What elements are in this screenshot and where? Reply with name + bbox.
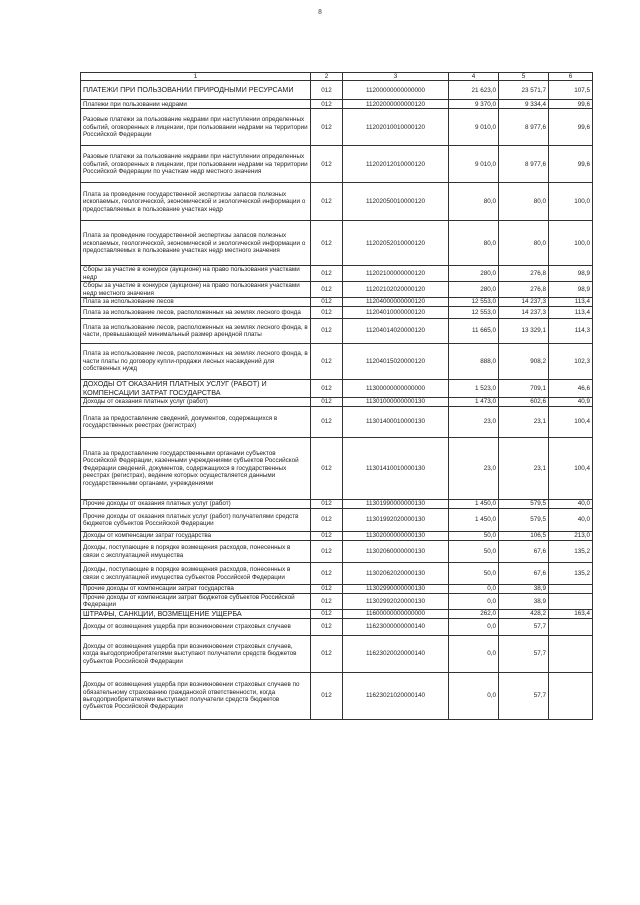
table-row (81, 307, 593, 319)
row-name: Доходы, поступающие в порядке возмещения расходов, понесенных в связи с эксплуатацией имущества субъектов Российской Федерации (81, 563, 311, 585)
row-percent-value (549, 585, 593, 594)
row-admin-code: 012 (311, 609, 343, 618)
row-plan-value: 1 473,0 (449, 398, 499, 407)
row-name: Плата за использование лесов (81, 298, 311, 307)
row-fact-value: 38,9 (499, 594, 549, 610)
row-admin-code: 012 (311, 298, 343, 307)
row-admin-code: 012 (311, 109, 343, 146)
row-fact-value: 908,2 (499, 344, 549, 380)
row-name: Прочие доходы от оказания платных услуг (работ) (81, 500, 311, 509)
row-plan-value: 280,0 (449, 266, 499, 282)
row-plan-value: 12 553,0 (449, 298, 499, 307)
row-percent-value: 99,6 (549, 146, 593, 183)
row-admin-code: 012 (311, 619, 343, 636)
row-name: Сборы за участие в конкурсе (аукционе) на право пользования участками недр (81, 266, 311, 282)
row-admin-code: 012 (311, 380, 343, 398)
row-plan-value: 0,0 (449, 619, 499, 636)
row-admin-code: 012 (311, 407, 343, 438)
row-budget-code: 11623021020000140 (343, 673, 449, 720)
row-plan-value: 0,0 (449, 636, 499, 673)
table-row (81, 282, 593, 298)
row-fact-value: 80,0 (499, 221, 549, 266)
row-fact-value: 8 977,6 (499, 109, 549, 146)
row-percent-value: 114,3 (549, 319, 593, 344)
budget-table (80, 72, 593, 720)
row-fact-value: 23,1 (499, 438, 549, 500)
row-plan-value: 21 623,0 (449, 81, 499, 100)
row-name: Доходы, поступающие в порядке возмещения расходов, понесенных в связи с эксплуатацией имущества (81, 541, 311, 563)
row-name: Разовые платежи за пользование недрами при наступлении определенных событий, оговоренных в лицензии, при пользовании недрами на территории Российской Федерации (81, 109, 311, 146)
row-plan-value: 1 450,0 (449, 500, 499, 509)
row-name: ДОХОДЫ ОТ ОКАЗАНИЯ ПЛАТНЫХ УСЛУГ (РАБОТ) И КОМПЕНСАЦИИ ЗАТРАТ ГОСУДАРСТВА (81, 380, 311, 398)
row-name: Плата за предоставление сведений, документов, содержащихся в государственных реестрах (регистрах) (81, 407, 311, 438)
row-fact-value: 57,7 (499, 673, 549, 720)
row-admin-code: 012 (311, 183, 343, 221)
header-row (81, 73, 593, 81)
row-fact-value: 428,2 (499, 609, 549, 618)
row-percent-value (549, 673, 593, 720)
row-plan-value: 50,0 (449, 541, 499, 563)
row-name: ШТРАФЫ, САНКЦИИ, ВОЗМЕЩЕНИЕ УЩЕРБА (81, 609, 311, 618)
row-percent-value: 100,4 (549, 438, 593, 500)
row-plan-value: 23,0 (449, 438, 499, 500)
table-row (81, 673, 593, 720)
row-percent-value: 99,6 (549, 109, 593, 146)
row-fact-value: 14 237,3 (499, 307, 549, 319)
row-percent-value: 100,0 (549, 221, 593, 266)
row-name: Прочие доходы от оказания платных услуг (работ) получателями средств бюджетов субъектов Российской Федерации (81, 509, 311, 532)
row-budget-code: 11204015020000120 (343, 344, 449, 380)
row-fact-value: 276,8 (499, 266, 549, 282)
row-admin-code: 012 (311, 594, 343, 610)
table-row (81, 541, 593, 563)
table-row (81, 407, 593, 438)
row-budget-code: 11302000000000130 (343, 532, 449, 541)
row-admin-code: 012 (311, 500, 343, 509)
row-fact-value: 23,1 (499, 407, 549, 438)
row-admin-code: 012 (311, 100, 343, 109)
row-budget-code: 11202102020000120 (343, 282, 449, 298)
row-percent-value: 102,3 (549, 344, 593, 380)
row-budget-code: 11301400010000130 (343, 407, 449, 438)
row-name: Плата за использование лесов, расположенных на землях лесного фонда, в части платы по договору купли-продажи лесных насаждений для собственных нужд (81, 344, 311, 380)
row-percent-value (549, 636, 593, 673)
row-budget-code: 11623020020000140 (343, 636, 449, 673)
row-fact-value: 57,7 (499, 619, 549, 636)
row-plan-value: 9 010,0 (449, 109, 499, 146)
row-admin-code: 012 (311, 398, 343, 407)
row-fact-value: 276,8 (499, 282, 549, 298)
row-name: Доходы от компенсации затрат государства (81, 532, 311, 541)
row-budget-code: 11600000000000000 (343, 609, 449, 618)
row-plan-value: 9 370,0 (449, 100, 499, 109)
row-percent-value: 113,4 (549, 298, 593, 307)
row-name: Доходы от возмещения ущерба при возникновении страховых случаев по обязательному страхованию гражданской ответственности, когда выгодоприобретателями выступают получатели средств бюджетов субъектов Российской Федерации (81, 673, 311, 720)
row-name: Плата за проведение государственной экспертизы запасов полезных ископаемых, геологической, экономической и экологической информации о предоставляемых в пользование участках недр (81, 183, 311, 221)
row-name: Разовые платежи за пользование недрами при наступлении определенных событий, оговоренных в лицензии, при пользовании недрами на территории Российской Федерации по участкам недр местного значения (81, 146, 311, 183)
row-admin-code: 012 (311, 541, 343, 563)
row-admin-code: 012 (311, 585, 343, 594)
row-plan-value: 9 010,0 (449, 146, 499, 183)
row-percent-value: 100,4 (549, 407, 593, 438)
table-row (81, 298, 593, 307)
row-plan-value: 0,0 (449, 673, 499, 720)
row-plan-value: 50,0 (449, 563, 499, 585)
row-fact-value: 67,6 (499, 563, 549, 585)
row-plan-value: 80,0 (449, 183, 499, 221)
row-budget-code: 11300000000000000 (343, 380, 449, 398)
table-row (81, 109, 593, 146)
row-percent-value: 40,0 (549, 500, 593, 509)
row-budget-code: 11302990000000130 (343, 585, 449, 594)
row-plan-value: 11 665,0 (449, 319, 499, 344)
table-row (81, 563, 593, 585)
row-percent-value: 40,9 (549, 398, 593, 407)
column-number-6: 6 (549, 73, 593, 81)
row-name: Плата за использование лесов, расположенных на землях лесного фонда, в части, превышающей минимальный размер арендной платы (81, 319, 311, 344)
table-row (81, 438, 593, 500)
row-admin-code: 012 (311, 563, 343, 585)
row-admin-code: 012 (311, 282, 343, 298)
table-row (81, 609, 593, 618)
table-row (81, 81, 593, 100)
row-percent-value: 135,2 (549, 563, 593, 585)
column-number-5: 5 (499, 73, 549, 81)
row-name: Плата за предоставление государственными органами субъектов Российской Федерации, казенными учреждениями субъектов Российской Федерации сведений, документов, содержащихся в государственных реестрах (регистрах), ведение которых осуществляется данными государственными органами, учреждениями (81, 438, 311, 500)
row-name: Прочие доходы от компенсации затрат государства (81, 585, 311, 594)
row-fact-value: 14 237,3 (499, 298, 549, 307)
column-number-1: 1 (81, 73, 311, 81)
table-row (81, 183, 593, 221)
row-budget-code: 11302062020000130 (343, 563, 449, 585)
row-budget-code: 11204000000000120 (343, 298, 449, 307)
row-fact-value: 38,9 (499, 585, 549, 594)
row-fact-value: 23 571,7 (499, 81, 549, 100)
row-budget-code: 11302060000000130 (343, 541, 449, 563)
row-admin-code: 012 (311, 319, 343, 344)
row-plan-value: 23,0 (449, 407, 499, 438)
column-number-2: 2 (311, 73, 343, 81)
row-name: Плата за использование лесов, расположенных на землях лесного фонда (81, 307, 311, 319)
row-admin-code: 012 (311, 673, 343, 720)
row-budget-code: 11202012010000120 (343, 146, 449, 183)
row-admin-code: 012 (311, 438, 343, 500)
row-percent-value: 107,5 (549, 81, 593, 100)
row-name: Плата за проведение государственной экспертизы запасов полезных ископаемых, геологической, экономической и экологической информации о предоставляемых в пользование участках недр местного значения (81, 221, 311, 266)
table-row (81, 100, 593, 109)
row-budget-code: 11301000000000130 (343, 398, 449, 407)
table-row (81, 532, 593, 541)
row-fact-value: 709,1 (499, 380, 549, 398)
row-percent-value (549, 619, 593, 636)
row-percent-value: 98,9 (549, 266, 593, 282)
row-percent-value: 40,0 (549, 509, 593, 532)
row-budget-code: 11202052010000120 (343, 221, 449, 266)
row-name: Платежи при пользовании недрами (81, 100, 311, 109)
row-name: Доходы от возмещения ущерба при возникновении страховых случаев (81, 619, 311, 636)
table-row (81, 344, 593, 380)
row-plan-value: 50,0 (449, 532, 499, 541)
row-budget-code: 11301992020000130 (343, 509, 449, 532)
row-plan-value: 262,0 (449, 609, 499, 618)
row-budget-code: 11302992020000130 (343, 594, 449, 610)
row-plan-value: 80,0 (449, 221, 499, 266)
table-row (81, 619, 593, 636)
table-row (81, 146, 593, 183)
row-budget-code: 11301410010000130 (343, 438, 449, 500)
row-budget-code: 11202050010000120 (343, 183, 449, 221)
row-fact-value: 67,6 (499, 541, 549, 563)
row-fact-value: 8 977,6 (499, 146, 549, 183)
table-row (81, 319, 593, 344)
row-fact-value: 602,6 (499, 398, 549, 407)
row-admin-code: 012 (311, 344, 343, 380)
row-percent-value (549, 594, 593, 610)
row-percent-value: 135,2 (549, 541, 593, 563)
row-percent-value: 99,6 (549, 100, 593, 109)
row-admin-code: 012 (311, 307, 343, 319)
table-row (81, 398, 593, 407)
row-percent-value: 213,0 (549, 532, 593, 541)
row-fact-value: 106,5 (499, 532, 549, 541)
row-admin-code: 012 (311, 636, 343, 673)
table-row (81, 636, 593, 673)
row-budget-code: 11202100000000120 (343, 266, 449, 282)
row-name: ПЛАТЕЖИ ПРИ ПОЛЬЗОВАНИИ ПРИРОДНЫМИ РЕСУРСАМИ (81, 81, 311, 100)
page-number: 8 (318, 8, 322, 16)
row-name: Сборы за участие в конкурсе (аукционе) на право пользования участками недр местного значения (81, 282, 311, 298)
row-admin-code: 012 (311, 81, 343, 100)
row-budget-code: 11202000000000120 (343, 100, 449, 109)
row-name: Доходы от оказания платных услуг (работ) (81, 398, 311, 407)
row-plan-value: 888,0 (449, 344, 499, 380)
row-budget-code: 11200000000000000 (343, 81, 449, 100)
row-budget-code: 11204014020000120 (343, 319, 449, 344)
row-plan-value: 0,0 (449, 585, 499, 594)
row-budget-code: 11202010010000120 (343, 109, 449, 146)
row-name: Прочие доходы от компенсации затрат бюджетов субъектов Российской Федерации (81, 594, 311, 610)
table-row (81, 509, 593, 532)
column-number-3: 3 (343, 73, 449, 81)
row-fact-value: 57,7 (499, 636, 549, 673)
row-budget-code: 11301990000000130 (343, 500, 449, 509)
row-admin-code: 012 (311, 146, 343, 183)
row-fact-value: 80,0 (499, 183, 549, 221)
table-row (81, 221, 593, 266)
row-percent-value: 163,4 (549, 609, 593, 618)
row-plan-value: 280,0 (449, 282, 499, 298)
row-fact-value: 13 329,1 (499, 319, 549, 344)
row-plan-value: 1 450,0 (449, 509, 499, 532)
row-plan-value: 0,0 (449, 594, 499, 610)
table-row (81, 380, 593, 398)
row-percent-value: 113,4 (549, 307, 593, 319)
row-admin-code: 012 (311, 509, 343, 532)
row-plan-value: 12 553,0 (449, 307, 499, 319)
table-row (81, 585, 593, 594)
table-row (81, 500, 593, 509)
table-row (81, 594, 593, 610)
row-percent-value: 100,0 (549, 183, 593, 221)
row-admin-code: 012 (311, 221, 343, 266)
row-budget-code: 11204010000000120 (343, 307, 449, 319)
row-percent-value: 46,6 (549, 380, 593, 398)
row-budget-code: 11623000000000140 (343, 619, 449, 636)
row-plan-value: 1 523,0 (449, 380, 499, 398)
row-name: Доходы от возмещения ущерба при возникновении страховых случаев, когда выгодоприобретателями выступают получатели средств бюджетов субъектов Российской Федерации (81, 636, 311, 673)
table-row (81, 266, 593, 282)
row-percent-value: 98,9 (549, 282, 593, 298)
row-fact-value: 579,5 (499, 509, 549, 532)
column-number-4: 4 (449, 73, 499, 81)
row-admin-code: 012 (311, 266, 343, 282)
row-fact-value: 9 334,4 (499, 100, 549, 109)
row-admin-code: 012 (311, 532, 343, 541)
row-fact-value: 579,5 (499, 500, 549, 509)
